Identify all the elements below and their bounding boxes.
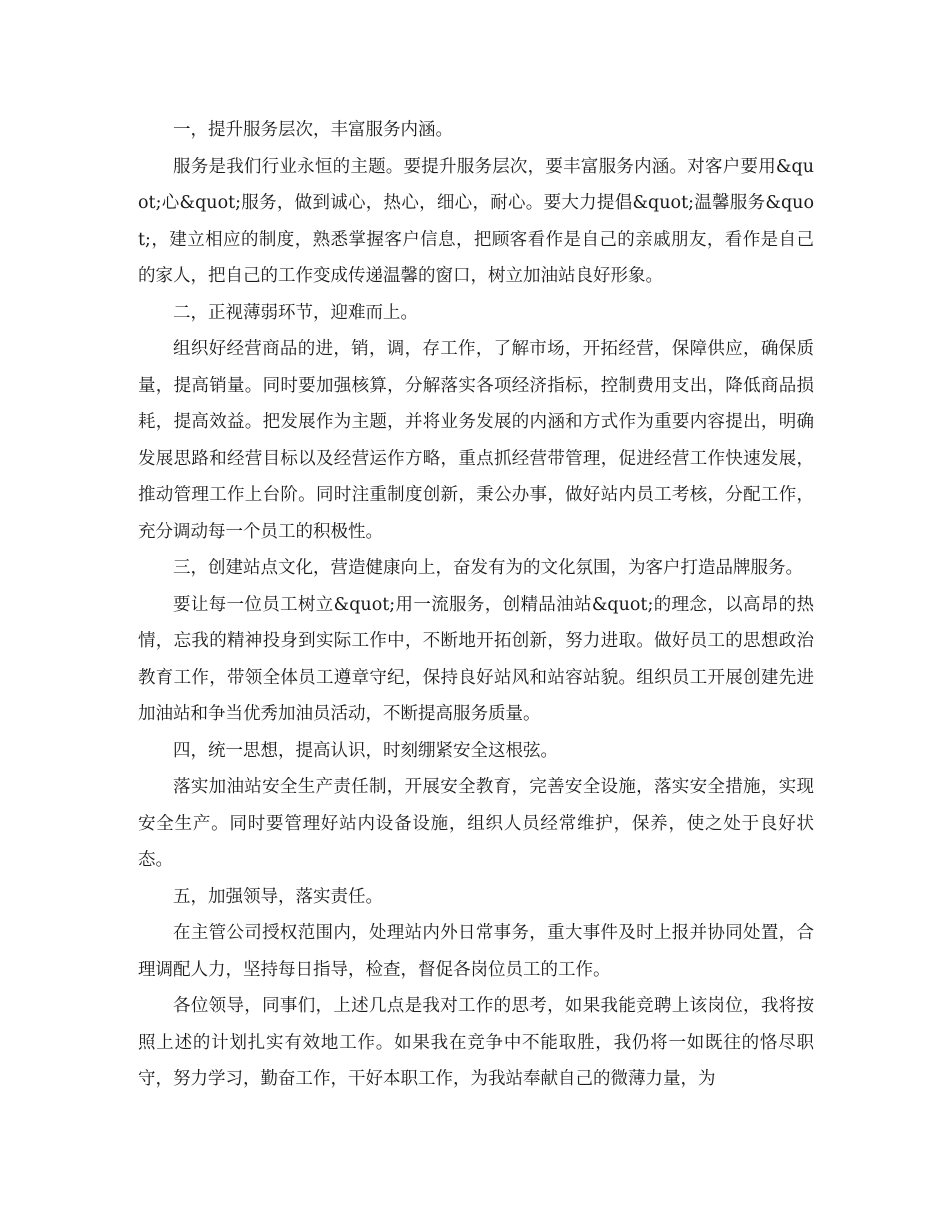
paragraph-safety: 落实加油站安全生产责任制，开展安全教育，完善安全设施，落实安全措施，实现安全生产。同时要管理好站内设备设施，组织人员经常维护，保养，使之处于良好状态。 <box>138 777 814 870</box>
paragraph-closing: 各位领导，同事们，上述几点是我对工作的思考，如果我能竞聘上该岗位，我将按照上述的计划扎实有效地工作。如果我在竞争中不能取胜，我仍将一如既往的恪尽职守，努力学习，勤奋工作，干好本职工作，为我站奉献自己的微薄力量，为 <box>138 996 814 1089</box>
paragraph-culture: 要让每一位员工树立&quot;用一流服务，创精品油站&quot;的理念，以高昂的热情，忘我的精神投身到实际工作中，不断地开拓创新，努力进取。做好员工的思想政治教育工作，带领全体员工遵章守纪，保持良好站风和站容站貌。组织员工开展创建先进加油站和争当优秀加油员活动，不断提高服务质量。 <box>138 594 814 724</box>
heading-4: 四，统一思想，提高认识，时刻绷紧安全这根弦。 <box>173 740 558 761</box>
heading-3: 三，创建站点文化，营造健康向上，奋发有为的文化氛围，为客户打造品牌服务。 <box>173 558 803 578</box>
heading-2: 二，正视薄弱环节，迎难而上。 <box>173 302 418 323</box>
paragraph-operations: 组织好经营商品的进，销，调，存工作，了解市场，开拓经营，保障供应，确保质量，提高销量。同时要加强核算，分解落实各项经济指标，控制费用支出，降低商品损耗，提高效益。把发展作为主题，并将业务发展的内涵和方式作为重要内容提出，明确发展思路和经营目标以及经营运作方略，重点抓经营带管理，促进经营工作快速发展，推动管理工作上台阶。同时注重制度创新，秉公办事，做好站内员工考核，分配工作，充分调动每一个员工的积极性。 <box>138 339 814 542</box>
paragraph-responsibility: 在主管公司授权范围内，处理站内外日常事务，重大事件及时上报并协同处置，合理调配人力，坚持每日指导，检查，督促各岗位员工的工作。 <box>138 923 814 980</box>
heading-5: 五，加强领导，落实责任。 <box>173 886 383 907</box>
document-body <box>138 112 814 1098</box>
heading-1: 一，提升服务层次，丰富服务内涵。 <box>173 120 453 140</box>
paragraph-service: 服务是我们行业永恒的主题。要提升服务层次，要丰富服务内涵。对客户要用&quot;心&quot;服务，做到诚心，热心，细心，耐心。要大力提倡&quot;温馨服务&quot;，建立相应的制度，熟悉掌握客户信息，把顾客看作是自己的亲戚朋友，看作是自己的家人，把自己的工作变成传递温馨的窗口，树立加油站良好形象。 <box>138 156 814 286</box>
